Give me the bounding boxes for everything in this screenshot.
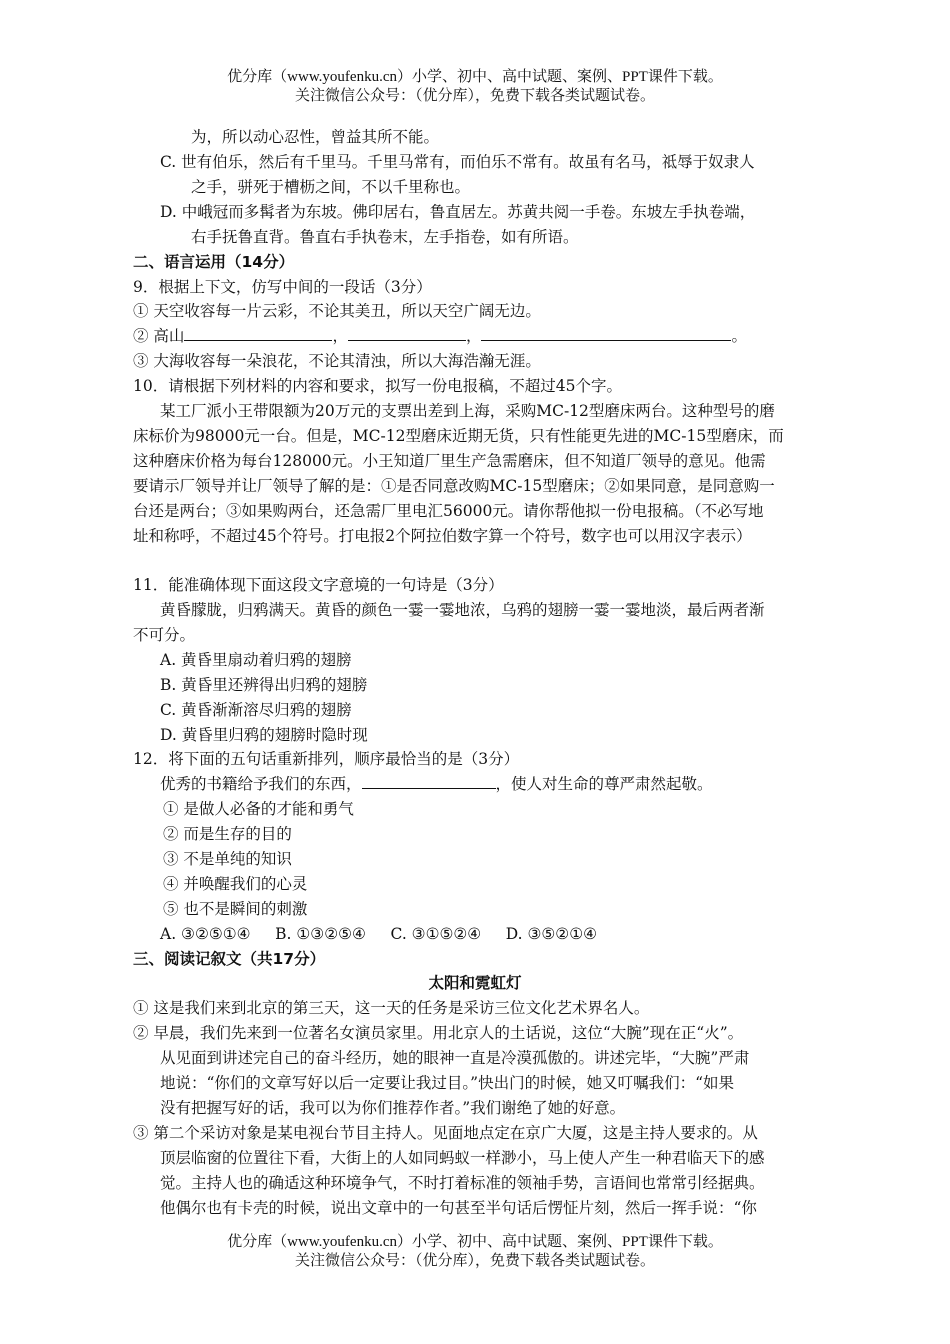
q9-line-2-prefix: ② 高山: [133, 327, 185, 345]
q8-option-d-line2: 右手抚鲁直背。鲁直右手执卷末，左手指卷，如有所语。: [191, 228, 579, 246]
q12-sentence-4: ④ 并唤醒我们的心灵: [163, 875, 308, 893]
q11-option-d: D. 黄昏里归鸦的翅膀时隐时现: [160, 726, 368, 744]
footer-line-1: 优分库（www.youfenku.cn）小学、初中、高中试题、案例、PPT课件下载。: [227, 1234, 723, 1250]
q12-sentence-2: ② 而是生存的目的: [163, 825, 292, 843]
q10-material-line-5: 台还是两台；③如果购两台，还急需厂里电汇56000元。请你帮他拟一份电报稿。（不必写地: [133, 502, 764, 520]
q12-lead-pre: 优秀的书籍给予我们的东西，: [160, 775, 362, 793]
q8-option-d-line1: D. 中峨冠而多髯者为东坡。佛印居右，鲁直居左。苏黄共阅一手卷。东坡左手执卷端，: [160, 203, 756, 221]
q9-stem: 9．根据上下文，仿写中间的一段话（3分）: [133, 278, 432, 296]
q8-option-b-tail: 为，所以动心忍性，曾益其所不能。: [191, 128, 440, 146]
q10-material-line-6: 址和称呼，不超过45个符号。打电报2个阿拉伯数字算一个符号，数字也可以用汉字表示）: [133, 527, 752, 545]
q12-sentence-5: ⑤ 也不是瞬间的刺激: [163, 900, 308, 918]
para-3-line-3: 觉。主持人也的确适这种环境争气，不时打着标准的领袖手势，言语间也常常引经据典。: [160, 1174, 765, 1192]
q10-material-line-3: 这种磨床价格为每台128000元。小王知道厂里生产急需磨床，但不知道厂领导的意见。他需: [133, 452, 766, 470]
q12-sentence-1: ① 是做人必备的才能和勇气: [163, 800, 354, 818]
header-line-1: 优分库（www.youfenku.cn）小学、初中、高中试题、案例、PPT课件下载。: [227, 69, 723, 85]
para-2-line-4: 没有把握写好的话，我可以为你们推荐作者。”我们谢绝了她的好意。: [160, 1099, 626, 1117]
para-3-line-2: 顶层临窗的位置往下看，大街上的人如同蚂蚁一样渺小，马上使人产生一种君临天下的感: [160, 1149, 765, 1167]
q9-line-3: ③ 大海收容每一朵浪花，不论其清浊，所以大海浩瀚无涯。: [133, 352, 541, 370]
para-2-line-2: 从见面到讲述完自己的奋斗经历，她的眼神一直是冷漠孤傲的。讲述完毕，“大腕”严肃: [160, 1049, 750, 1067]
q9-blank-1[interactable]: [184, 326, 332, 341]
q10-material-line-2: 床标价为98000元一台。但是，MC-12型磨床近期无货，只有性能更先进的MC-15型磨床，而: [133, 427, 784, 445]
q8-option-c-line2: 之手，骈死于槽枥之间，不以千里称也。: [191, 178, 471, 196]
q9-blank-2[interactable]: [348, 326, 466, 341]
q11-stem: 11．能准确体现下面这段文字意境的一句诗是（3分）: [133, 576, 504, 594]
q12-blank[interactable]: [362, 774, 496, 789]
article-title: 太阳和霓虹灯: [428, 974, 522, 992]
q11-option-a: A. 黄昏里扇动着归鸦的翅膀: [160, 651, 352, 669]
para-3-line-4: 他偶尔也有卡壳的时候，说出文章中的一句甚至半句话后愣怔片刻，然后一挥手说：“你: [160, 1199, 757, 1217]
q11-passage-line-1: 黄昏朦胧，归鸦满天。黄昏的颜色一霎一霎地浓，乌鸦的翅膀一霎一霎地淡，最后两者渐: [160, 601, 765, 619]
q9-period: 。: [731, 327, 747, 345]
q11-passage-line-2: 不可分。: [133, 626, 196, 644]
q12-sentence-3: ③ 不是单纯的知识: [163, 850, 292, 868]
section-3-title: 三、阅读记叙文（共17分）: [133, 950, 326, 968]
q12-lead-post: ，使人对生命的尊严肃然起敬。: [495, 775, 713, 793]
q10-material-line-1: 某工厂派小王带限额为20万元的支票出差到上海，采购MC-12型磨床两台。这种型号的磨: [160, 402, 775, 420]
q11-option-c: C. 黄昏渐渐溶尽归鸦的翅膀: [160, 701, 352, 719]
q9-line-1: ① 天空收容每一片云彩，不论其美丑，所以天空广阔无边。: [133, 302, 541, 320]
para-2-line-1: ② 早晨，我们先来到一位著名女演员家里。用北京人的土话说，这位“大腕”现在正“火”。: [133, 1024, 744, 1042]
q12-lead-sentence: [160, 774, 713, 794]
header-line-2: 关注微信公众号：（优分库），免费下载各类试题试卷。: [294, 88, 655, 104]
q9-comma-1: ，: [332, 327, 348, 345]
q10-stem: 10．请根据下列材料的内容和要求，拟写一份电报稿，不超过45个字。: [133, 377, 622, 395]
para-1: ① 这是我们来到北京的第三天，这一天的任务是采访三位文化艺术界名人。: [133, 999, 650, 1017]
q12-options: A. ③②⑤①④ B. ①③②⑤④ C. ③①⑤②④ D. ③⑤②①④: [160, 925, 597, 943]
footer-line-2: 关注微信公众号：（优分库），免费下载各类试题试卷。: [294, 1253, 655, 1269]
para-3-line-1: ③ 第二个采访对象是某电视台节目主持人。见面地点定在京广大厦，这是主持人要求的。从: [133, 1124, 758, 1142]
q9-line-2: [133, 326, 747, 346]
q12-stem: 12．将下面的五句话重新排列，顺序最恰当的是（3分）: [133, 750, 520, 768]
q9-blank-3[interactable]: [481, 326, 731, 341]
q11-option-b: B. 黄昏里还辨得出归鸦的翅膀: [160, 676, 368, 694]
section-2-title: 二、语言运用（14分）: [133, 253, 295, 271]
q9-comma-2: ，: [465, 327, 482, 345]
q10-material-line-4: 要请示厂领导并让厂领导了解的是：①是否同意改购MC-15型磨床；②如果同意，是同意购一: [133, 477, 775, 495]
para-2-line-3: 地说：“你们的文章写好以后一定要让我过目。”快出门的时候，她又叮嘱我们：“如果: [160, 1074, 735, 1092]
q8-option-c-line1: C. 世有伯乐，然后有千里马。千里马常有，而伯乐不常有。故虽有名马，祗辱于奴隶人: [160, 153, 755, 171]
